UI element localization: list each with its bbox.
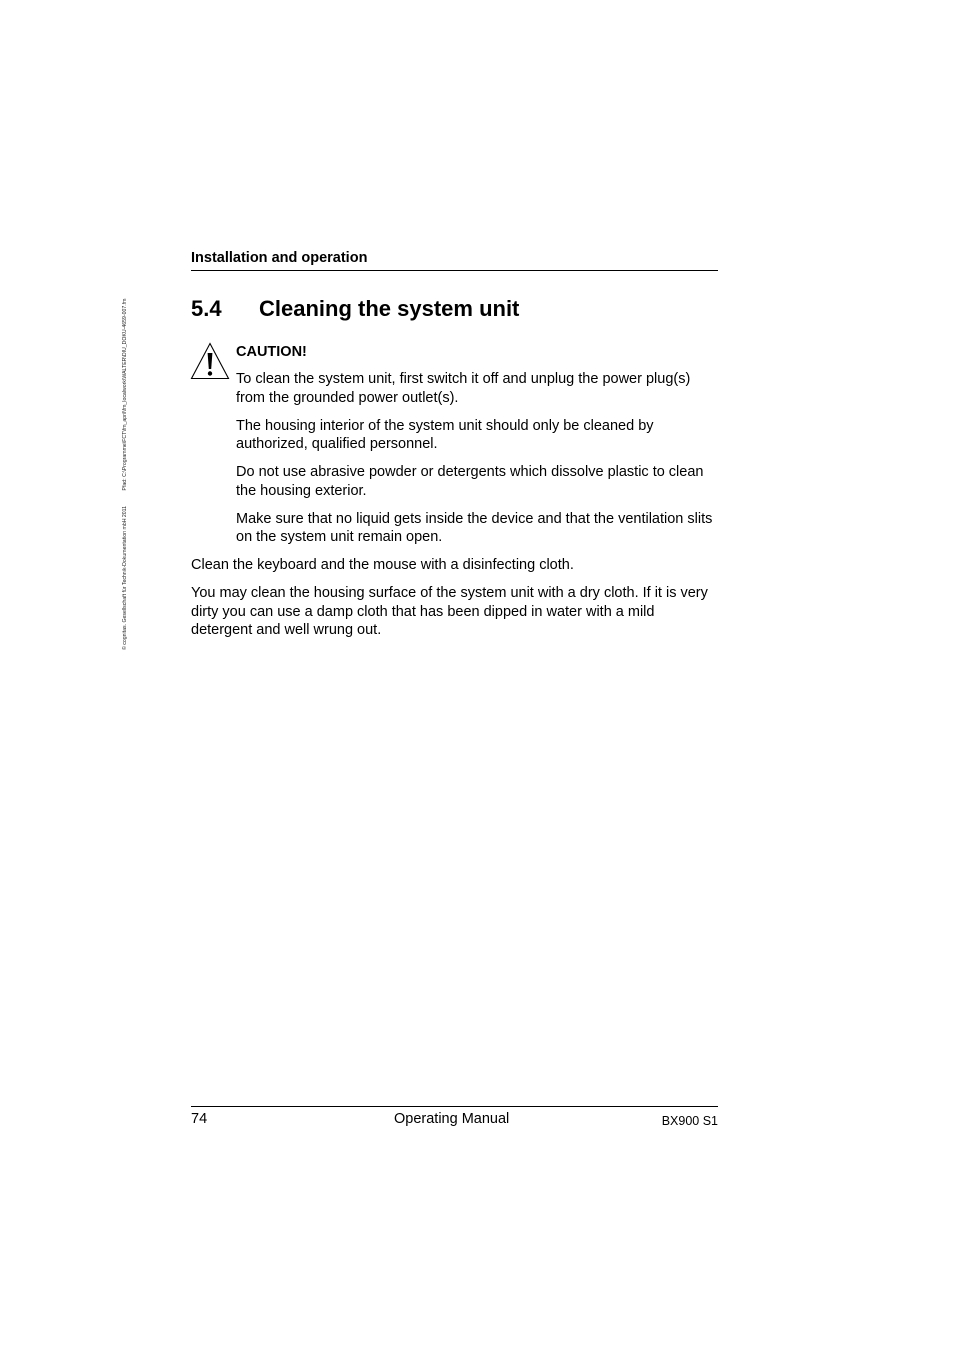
caution-paragraph: To clean the system unit, first switch it off and unplug the power plug(s) from the grounded power outlet(s).: [236, 371, 691, 406]
body-paragraph: You may clean the housing surface of the system unit with a dry cloth. If it is very dirty you can use a damp cloth that has been dipped in water with a mild detergent and well wrung out.: [191, 585, 708, 638]
caution-title: CAUTION!: [236, 344, 307, 360]
file-path-note: Pfad: C:\Programme\FCT\fm_april\fm_localwork\WALTER\DIU_DOKU-4659-007.fm: [122, 298, 128, 491]
page-number: 74: [191, 1111, 208, 1127]
caution-block: [236, 342, 718, 556]
footer-divider: [191, 1106, 718, 1107]
product-name: BX900 S1: [661, 1114, 718, 1128]
section-heading: [191, 295, 519, 323]
section-title: Cleaning the system unit: [259, 296, 520, 321]
caution-paragraph: Make sure that no liquid gets inside the device and that the ventilation slits on the system unit remain open.: [236, 510, 713, 545]
warning-triangle-icon: [190, 342, 230, 380]
page-footer: [191, 1109, 718, 1129]
section-number: 5.4: [191, 296, 222, 321]
side-margin-note: [118, 240, 132, 650]
manual-title: Operating Manual: [394, 1111, 510, 1127]
caution-paragraph: The housing interior of the system unit should only be cleaned by authorized, qualified personnel.: [236, 417, 654, 452]
copyright-note: © cognitas. Gesellschaft für Technik-Dokumentation mbH 2011: [122, 505, 128, 650]
running-header: Installation and operation: [191, 248, 718, 271]
body-text: [191, 556, 718, 649]
body-paragraph: Clean the keyboard and the mouse with a disinfecting cloth.: [191, 557, 574, 573]
caution-paragraph: Do not use abrasive powder or detergents which dissolve plastic to clean the housing exterior.: [236, 464, 704, 499]
